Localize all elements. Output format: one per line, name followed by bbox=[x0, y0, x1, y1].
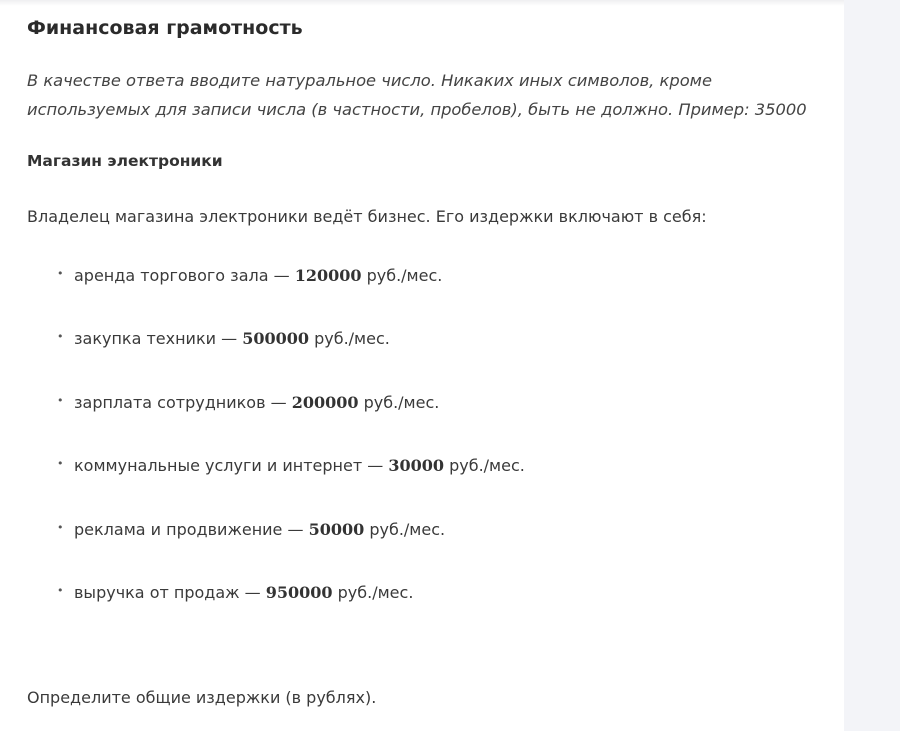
item-label: зарплата сотрудников — bbox=[74, 392, 292, 412]
bullet-icon: • bbox=[57, 520, 64, 534]
item-unit: руб./мес. bbox=[361, 266, 443, 285]
list-item bbox=[27, 583, 525, 646]
bullet-icon: • bbox=[57, 330, 64, 344]
bullet-icon: • bbox=[57, 267, 64, 280]
list-item bbox=[27, 456, 525, 519]
item-unit: руб./мес. bbox=[332, 582, 414, 602]
page-title: Финансовая грамотность bbox=[27, 17, 303, 39]
bullet-icon: • bbox=[57, 393, 64, 407]
item-label: выручка от продаж — bbox=[74, 582, 266, 602]
answer-instructions: В качестве ответа вводите натуральное число. Никаких иных символов, кроме используемых для записи числа (в частности, пробелов), быть не должно. Пример: 35000 bbox=[27, 71, 807, 119]
item-amount: 500000 bbox=[242, 329, 309, 349]
item-amount: 950000 bbox=[265, 582, 333, 602]
bullet-icon: • bbox=[57, 583, 64, 597]
item-amount: 50000 bbox=[308, 519, 365, 539]
item-amount: 120000 bbox=[294, 266, 362, 285]
item-amount: 200000 bbox=[291, 392, 359, 412]
item-label: реклама и продвижение — bbox=[74, 519, 309, 539]
cost-list bbox=[27, 266, 525, 646]
item-label: аренда торгового зала — bbox=[74, 266, 295, 285]
list-item bbox=[27, 393, 525, 456]
task-question: Определите общие издержки (в рублях). bbox=[27, 688, 377, 707]
item-unit: руб./мес. bbox=[358, 392, 440, 412]
list-item bbox=[27, 520, 525, 583]
task-subtitle: Магазин электроники bbox=[27, 152, 223, 170]
list-item bbox=[27, 329, 525, 392]
item-amount: 30000 bbox=[388, 456, 444, 476]
item-label: закупка техники — bbox=[74, 329, 243, 349]
right-side-panel bbox=[844, 0, 900, 731]
list-item bbox=[27, 266, 525, 329]
item-unit: руб./мес. bbox=[364, 519, 446, 539]
item-unit: руб./мес. bbox=[444, 456, 525, 476]
item-unit: руб./мес. bbox=[308, 329, 390, 349]
bullet-icon: • bbox=[57, 457, 64, 471]
task-intro: Владелец магазина электроники ведёт бизнес. Его издержки включают в себя: bbox=[27, 207, 707, 226]
top-divider bbox=[0, 0, 844, 6]
item-label: коммунальные услуги и интернет — bbox=[74, 456, 389, 476]
